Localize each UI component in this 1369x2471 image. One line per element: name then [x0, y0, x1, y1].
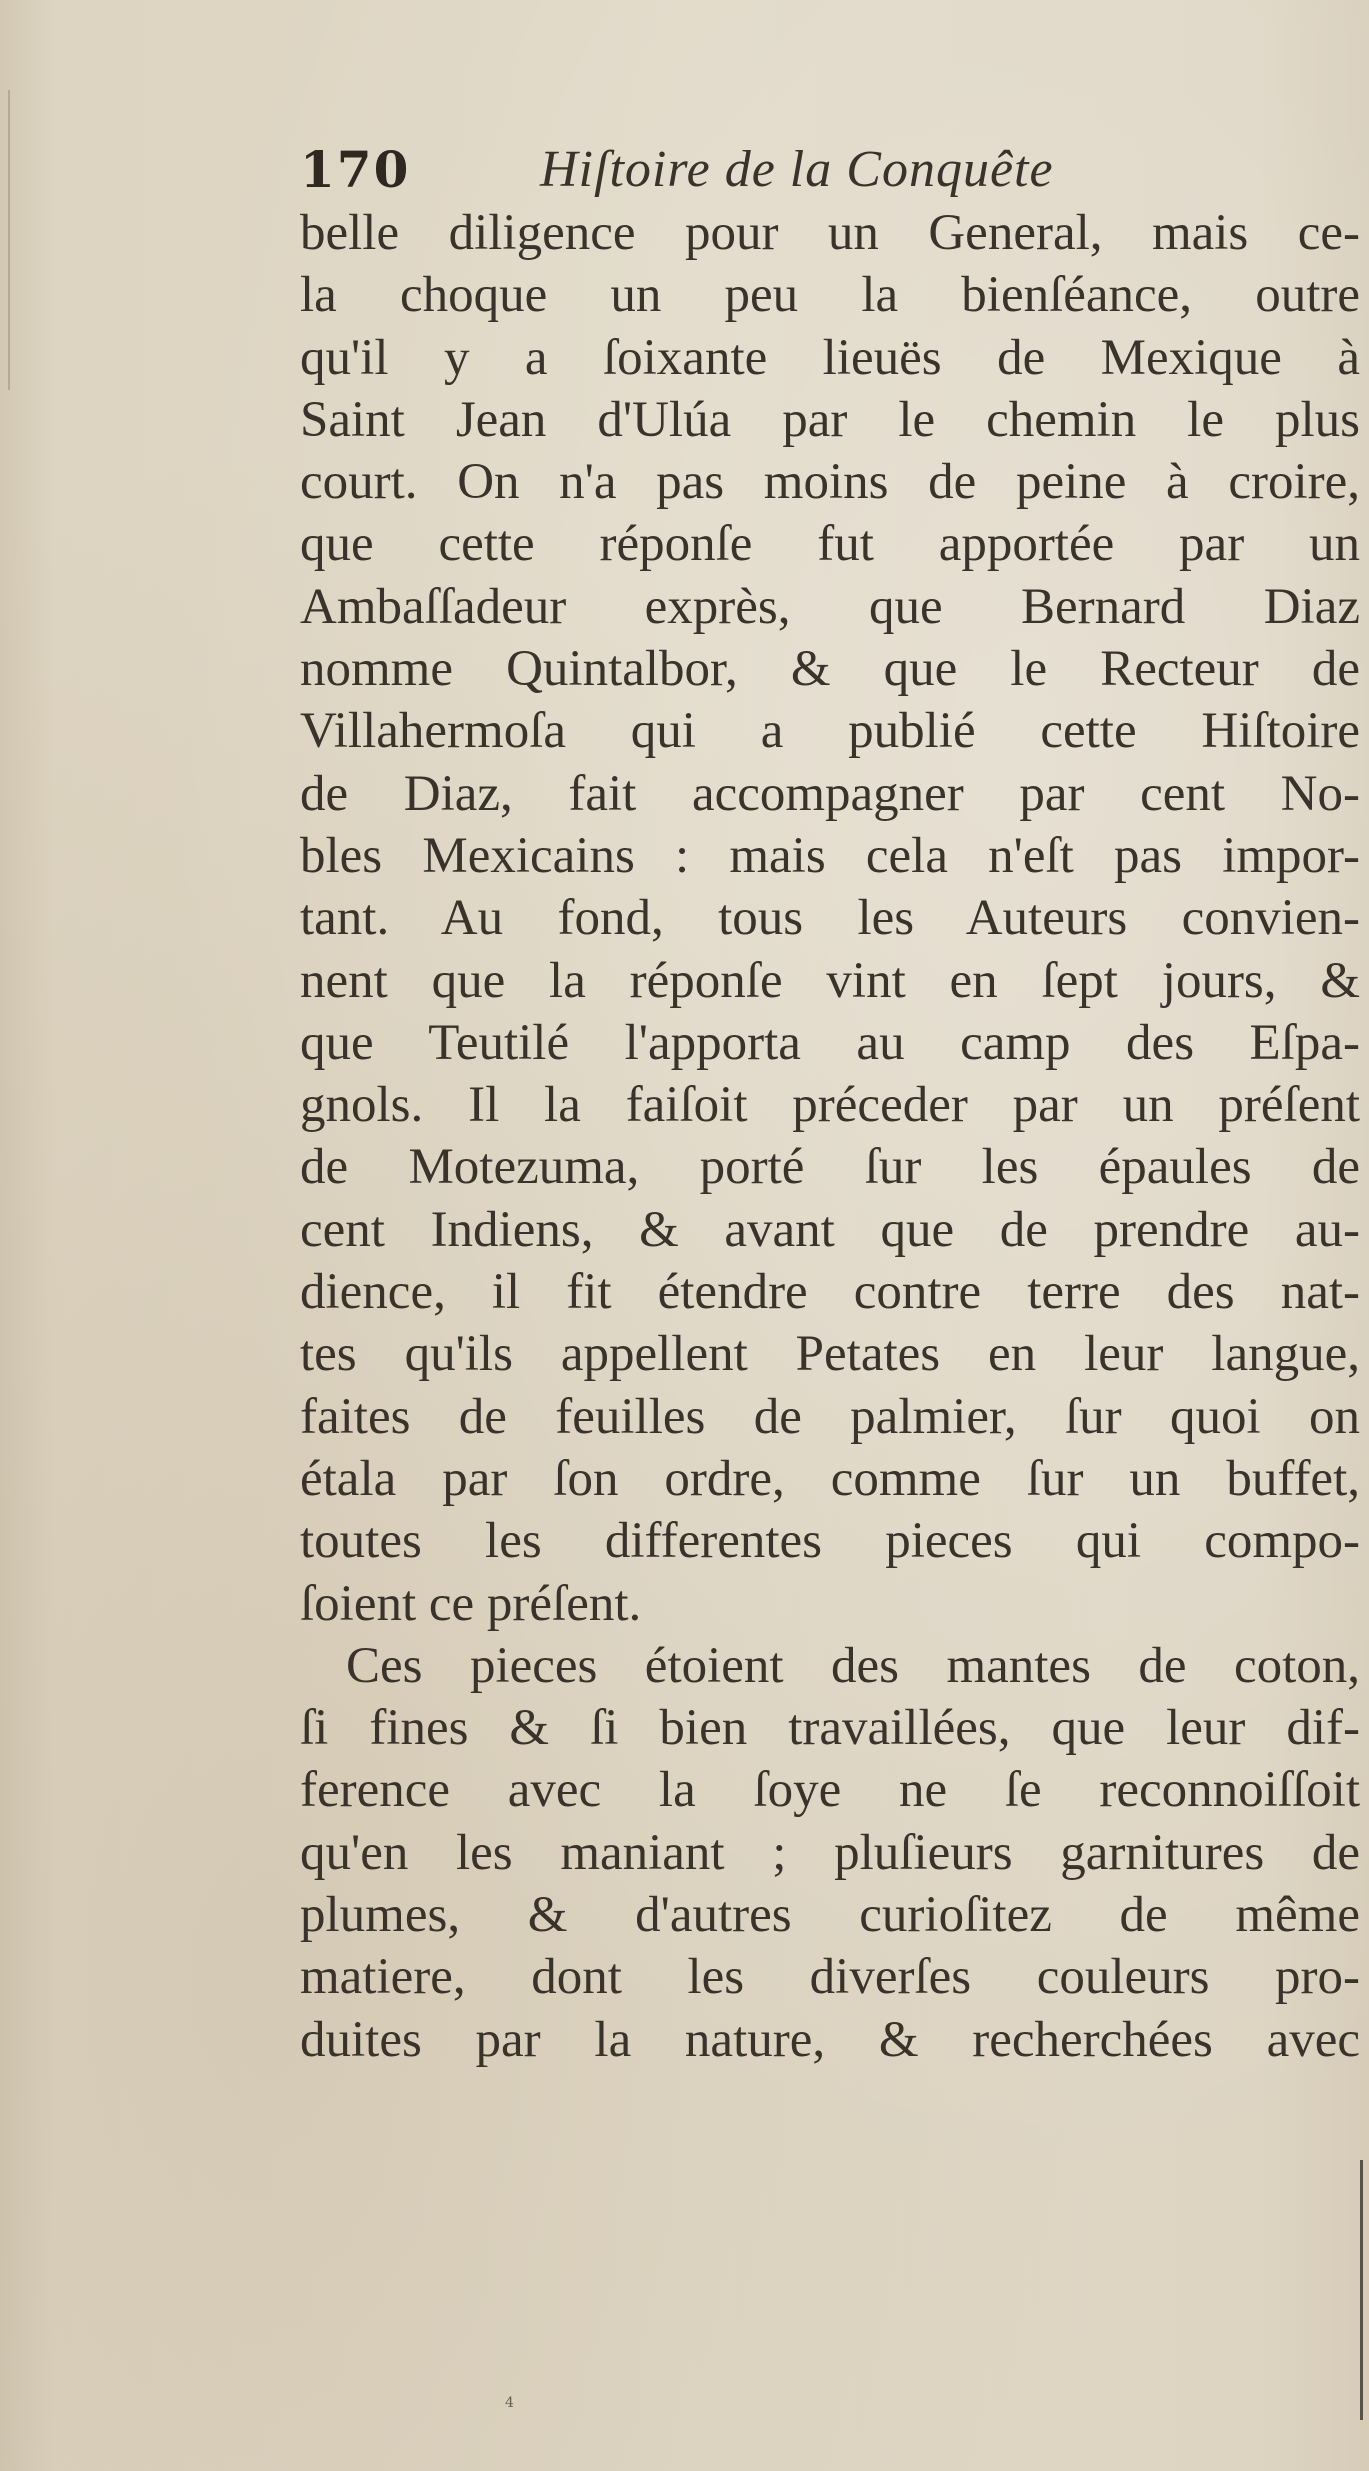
text-line: Ambaſſadeur exprès, que Bernard Diaz	[300, 578, 1360, 635]
text-line: qu'en les maniant ; pluſieurs garnitures de	[300, 1824, 1360, 1881]
paragraph-start-line: Ces pieces étoient des mantes de coton,	[346, 1637, 1360, 1694]
text-line: que cette réponſe fut apportée par un	[300, 516, 1360, 573]
text-line: tes qu'ils appellent Petates en leur langue,	[300, 1326, 1360, 1383]
text-line: toutes les differentes pieces qui compo-	[300, 1513, 1360, 1570]
text-line: Saint Jean d'Ulúa par le chemin le plus	[300, 391, 1360, 448]
text-line: ference avec la ſoye ne ſe reconnoiſſoit	[300, 1762, 1360, 1819]
text-line: de Motezuma, porté ſur les épaules de	[300, 1139, 1360, 1196]
page-edge-line	[1360, 2160, 1363, 2420]
text-line: belle diligence pour un General, mais ce-	[300, 205, 1360, 261]
text-line: étala par ſon ordre, comme ſur un buffet,	[300, 1450, 1360, 1507]
text-line: que Teutilé l'apporta au camp des Eſpa-	[300, 1014, 1360, 1071]
text-line: duites par la nature, & recherchées avec	[300, 2011, 1360, 2068]
catchword-mark: 4	[505, 2395, 514, 2411]
text-line: la choque un peu la bienſéance, outre	[300, 267, 1360, 324]
text-line: cent Indiens, & avant que de prendre au-	[300, 1201, 1360, 1258]
text-line: faites de feuilles de palmier, ſur quoi on	[300, 1388, 1360, 1445]
text-line: ſi fines & ſi bien travaillées, que leur dif-	[300, 1700, 1360, 1757]
running-title: Hiſtoire de la Conquête	[540, 141, 1054, 198]
text-line: matiere, dont les diverſes couleurs pro-	[300, 1949, 1360, 2006]
text-line: court. On n'a pas moins de peine à croire,	[300, 454, 1360, 511]
text-line: plumes, & d'autres curioſitez de même	[300, 1887, 1360, 1944]
text-line: qu'il y a ſoixante lieuës de Mexique à	[300, 329, 1360, 386]
page-edge-shadow	[8, 90, 10, 390]
text-line: tant. Au fond, tous les Auteurs convien-	[300, 890, 1360, 947]
text-line: Villahermoſa qui a publié cette Hiſtoire	[300, 703, 1360, 760]
page-number: 170	[300, 140, 411, 199]
text-line: de Diaz, fait accompagner par cent No-	[300, 765, 1360, 822]
text-line: nomme Quintalbor, & que le Recteur de	[300, 641, 1360, 698]
page-header	[300, 140, 1300, 210]
text-line: dience, il fit étendre contre terre des nat-	[300, 1264, 1360, 1321]
text-line: bles Mexicains : mais cela n'eſt pas impor-	[300, 827, 1360, 884]
body-text	[300, 202, 1360, 2071]
text-line: gnols. Il la faiſoit préceder par un préſent	[300, 1077, 1360, 1134]
text-line: nent que la réponſe vint en ſept jours, &	[300, 952, 1360, 1009]
paragraph-end-line: ſoient ce préſent.	[300, 1575, 642, 1632]
